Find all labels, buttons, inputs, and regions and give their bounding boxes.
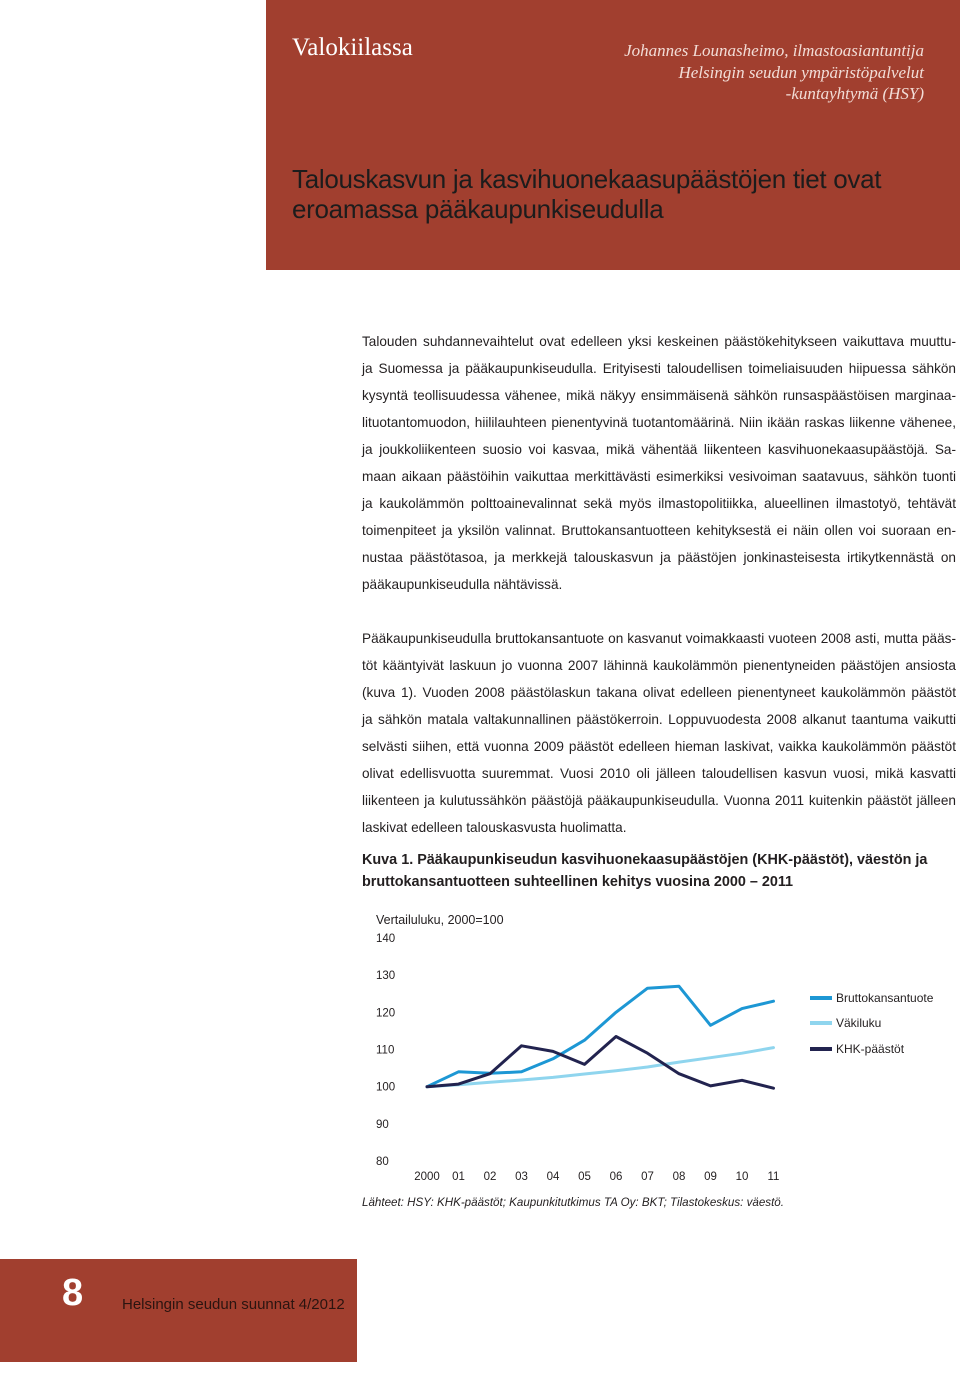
x-tick-label: 05 (578, 1171, 591, 1183)
x-tick-label: 01 (452, 1171, 465, 1183)
line-chart (362, 905, 956, 1190)
article-headline (292, 164, 932, 224)
text-line: (kuva 1). Vuoden 2008 päästölaskun takana olivat edelleen pienentyneet kaukolämmön päästöt (362, 685, 956, 700)
publication-title: Helsingin seudun suunnat 4/2012 (122, 1296, 345, 1313)
y-tick-label: 130 (376, 970, 396, 983)
x-tick-label: 04 (546, 1171, 560, 1183)
x-tick-label: 07 (641, 1171, 654, 1183)
text-line: laskivat edelleen talouskasvusta huolimatta. (362, 820, 627, 835)
y-tick-label: 140 (376, 933, 396, 945)
text-line: Talouden suhdannevaihtelut ovat edelleen yksi keskeinen päästökehitykseen vaikuttava muuttu- (362, 334, 956, 349)
y-tick-label: 110 (376, 1044, 395, 1057)
author-credit (504, 40, 924, 105)
text-line: selvästi siihen, että vuonna 2009 päästöt edelleen hieman laskivat, vaikka kaukolämmön päästöt (362, 739, 956, 754)
y-tick-label: 80 (376, 1156, 389, 1168)
section-label: Valokiilassa (292, 34, 413, 61)
series-lines (427, 986, 774, 1088)
text-line: liikenteen ja kulutussähkön päästöjä pääkaupunkiseudulla. Vuonna 2011 kuitenkin päästöt jälleen (362, 793, 956, 808)
source-note: Lähteet: HSY: KHK-päästöt; Kaupunkitutkimus TA Oy: BKT; Tilastokeskus: väestö. (362, 1196, 784, 1209)
headline-line: eroamassa pääkaupunkiseudulla (292, 194, 664, 224)
x-tick-label: 10 (735, 1171, 749, 1183)
author-line: Helsingin seudun ympäristöpalvelut (678, 62, 924, 82)
caption-line: Kuva 1. Pääkaupunkiseudun kasvihuonekaasupäästöjen (KHK-päästöt), väestön ja (362, 852, 928, 868)
figure-caption (362, 849, 956, 893)
header-banner (266, 0, 960, 270)
text-line: nustaa päästötasoa, ja merkkejä talouskasvun ja päästöjen jonkinasteisesta irtikytkennästä on (362, 550, 956, 565)
headline-line: Talouskasvun ja kasvihuonekaasupäästöjen tiet ovat (292, 164, 882, 194)
intro-paragraph (362, 328, 956, 598)
page-number: 8 (62, 1272, 84, 1314)
x-tick-label: 02 (483, 1171, 497, 1183)
text-line: ja sähkön matala valtakunnallinen päästökerroin. Loppuvuodesta 2008 alkanut taantuma vaikutti (362, 712, 956, 727)
x-tick-label: 08 (672, 1171, 686, 1183)
text-line: Pääkaupunkiseudulla bruttokansantuote on kasvanut voimakkaasti vuoteen 2008 asti, mutta pääs- (362, 631, 956, 646)
text-line: ja joukkoliikenteen suosio voi kasvaa, mikä vähentää liikenteen kasvihuonekaasupäästöjä. Sa- (362, 442, 956, 457)
author-line: -kuntayhtymä (HSY) (785, 84, 924, 103)
y-tick-label: 120 (376, 1007, 396, 1020)
x-tick-label: 11 (767, 1171, 780, 1183)
text-line: olivat edellisvuotta suuremmat. Vuosi 2010 oli jälleen taloudellisen kasvun vuosi, mikä kasvatti (362, 766, 956, 781)
chart-legend (810, 991, 934, 1056)
caption-line: bruttokansantuotteen suhteellinen kehitys vuosina 2000 – 2011 (362, 874, 794, 890)
y-tick-label: 100 (376, 1081, 396, 1094)
series-line (427, 1048, 774, 1087)
x-tick-label: 09 (704, 1171, 717, 1183)
text-line: lituotantomuodon, hiililauhteen pienentyvinä tuotantomäärinä. Niin ikään raskas liikenne vähenee, (362, 415, 956, 430)
y-tick-labels (376, 933, 395, 1168)
x-tick-labels (414, 1171, 779, 1183)
x-tick-label: 06 (609, 1171, 623, 1183)
legend-label: Väkiluku (836, 1016, 882, 1030)
text-line: kysyntä teollisuudessa vähenee, mikä näkyy ensimmäisenä sähkön runsaspäästöisen marginaa- (362, 388, 956, 403)
x-tick-label: 2000 (414, 1171, 440, 1183)
y-axis-label: Vertailuluku, 2000=100 (376, 913, 504, 927)
legend-label: Bruttokansantuote (836, 991, 934, 1005)
text-line: ja Suomessa ja pääkaupunkiseudulla. Erityisesti taloudellisen toimeliaisuuden hiipuessa sähkön (362, 361, 956, 376)
main-paragraph (362, 625, 956, 841)
series-line (427, 1037, 774, 1089)
x-tick-label: 03 (515, 1171, 528, 1183)
text-line: töt kääntyivät laskuun jo vuonna 2007 lähinnä kaukolämmön pienentyneiden päästöjen ansiosta (362, 658, 956, 673)
text-line: ja kaukolämmön polttoainevalinnat sekä myös ilmastopolitiikka, alueellinen ilmastotyö, tehtävät (362, 496, 956, 511)
legend-label: KHK-päästöt (836, 1042, 905, 1056)
y-tick-label: 90 (376, 1118, 389, 1131)
text-line: toimenpiteet ja yksilön valinnat. Bruttokansantuotteen kehityksestä ei näin ollen voi suoraan en- (362, 523, 956, 538)
text-line: maan aikaan päästöihin vaikuttaa merkittävästi esimerkiksi vesivoiman saatavuus, sähkön tuonti (362, 469, 956, 484)
author-line: Johannes Lounasheimo, ilmastoasiantuntija (624, 41, 924, 60)
text-line: pääkaupunkiseudulla nähtävissä. (362, 577, 563, 592)
